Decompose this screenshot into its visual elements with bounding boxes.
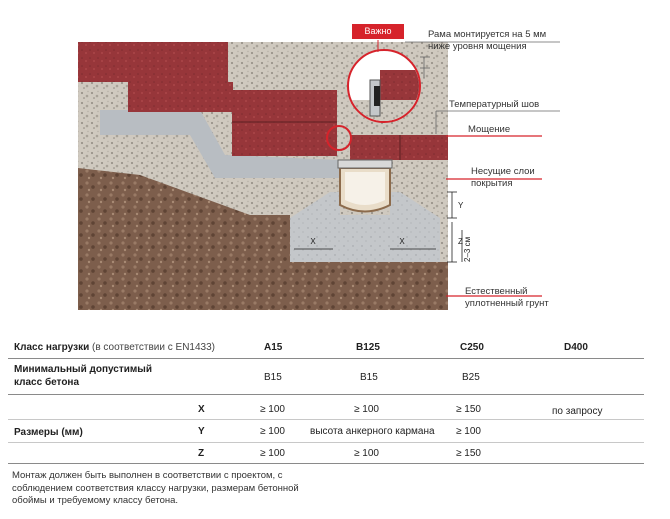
concrete-label-2: класс бетона [14, 377, 80, 388]
paving-mid [128, 82, 233, 112]
class-d400: D400 [564, 342, 588, 353]
class-c250: C250 [460, 342, 484, 353]
important-badge: Важно [352, 24, 404, 39]
dim-z-row-label: Z [198, 448, 205, 459]
sizes-label: Размеры (мм) [14, 427, 83, 438]
y-b125: высота анкерного кармана [310, 426, 435, 437]
dim-x-left: X [310, 237, 316, 246]
y-c250: ≥ 100 [456, 426, 481, 437]
y-a15: ≥ 100 [260, 426, 285, 437]
x-c250: ≥ 150 [456, 404, 481, 415]
dim-gap: 2–3 см [463, 236, 472, 262]
d400-on-request: по запросу [552, 406, 603, 417]
temperature-joint-label: Температурный шов [449, 99, 540, 110]
frame-note-line1: Рама монтируется на 5 мм [428, 29, 547, 40]
concrete-label-1: Минимальный допустимый [14, 364, 152, 375]
installation-note: Монтаж должен быть выполнен в соответствии с проектом, с соблюдением соответствия классу нагрузки, размерам бетонной обоймы и требуемому классу бетона. [12, 470, 299, 506]
class-a15: A15 [264, 342, 283, 353]
dim-y-row-label: Y [198, 426, 205, 437]
soil-label-line2: уплотненный грунт [465, 298, 549, 309]
z-a15: ≥ 100 [260, 448, 285, 459]
dim-y: Y [458, 201, 464, 210]
z-c250: ≥ 150 [456, 448, 481, 459]
paving-label: Мощение [468, 124, 511, 135]
concrete-c250: B25 [462, 372, 480, 383]
soil-label-line1: Естественный [465, 286, 528, 297]
load-class-note: (в соответствии с EN1433) [92, 342, 216, 353]
x-b125: ≥ 100 [354, 404, 379, 415]
dim-z: Z [458, 237, 463, 246]
x-a15: ≥ 100 [260, 404, 285, 415]
paving-right [350, 135, 448, 160]
dim-x-right: X [399, 237, 405, 246]
load-class-label: Класс нагрузки [14, 342, 90, 353]
paving-upper [78, 42, 228, 82]
bearing-layers-line1: Несущие слои [471, 166, 535, 177]
bearing-layers-line2: покрытия [471, 178, 513, 189]
dim-x-row-label: X [198, 404, 205, 415]
paving-step [232, 90, 337, 156]
frame-note-line2: ниже уровня мощения [428, 41, 527, 52]
concrete-b125: B15 [360, 372, 378, 383]
z-b125: ≥ 100 [354, 448, 379, 459]
concrete-a15: B15 [264, 372, 282, 383]
class-b125: B125 [356, 342, 380, 353]
